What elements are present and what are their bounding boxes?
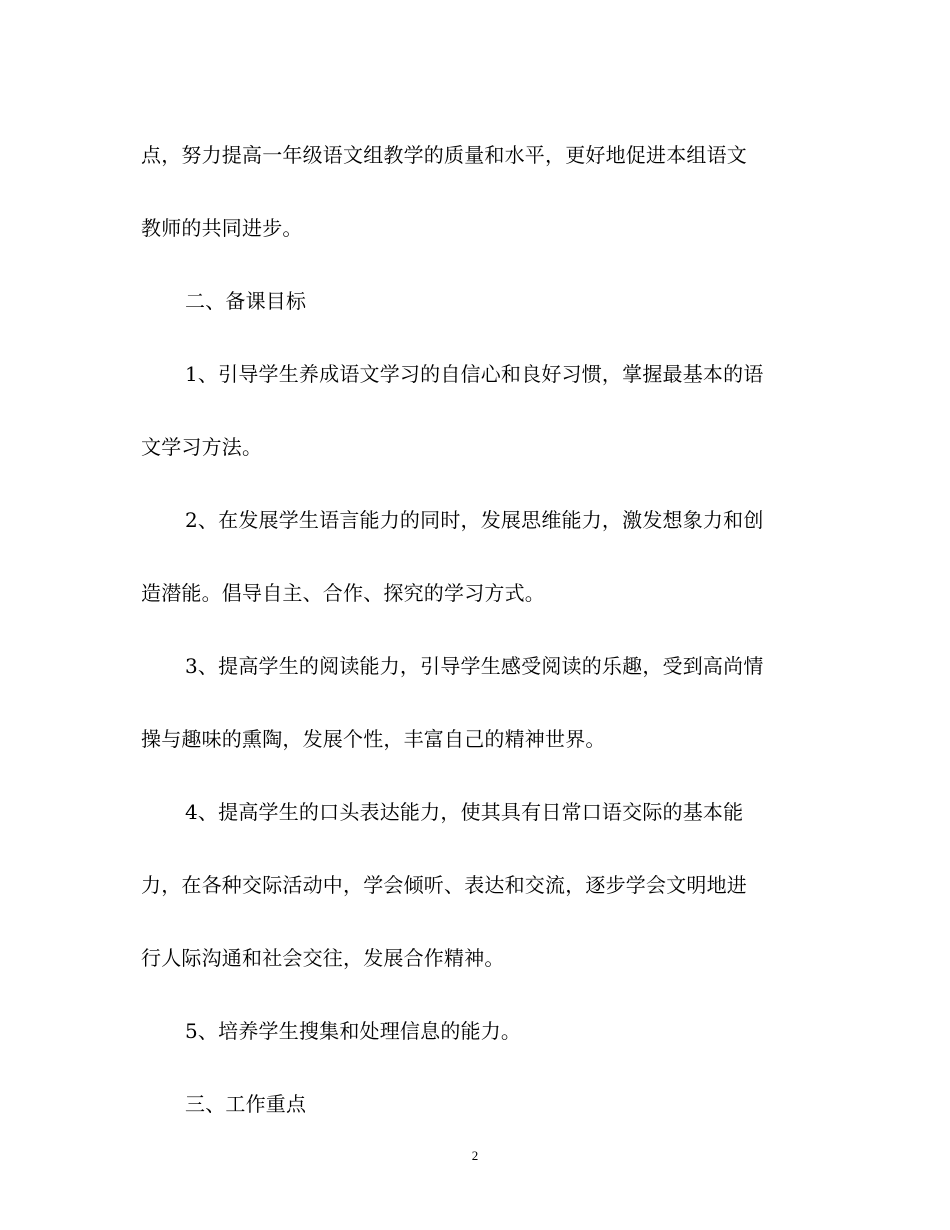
body-text-line: 教师的共同进步。 [141,216,303,240]
list-item-text-line: 造潜能。倡导自主、合作、探究的学习方式。 [141,581,545,605]
section-heading: 二、备课目标 [185,289,307,313]
list-item-text-line: 力，在各种交际活动中，学会倾听、表达和交流，逐步学会文明地进 [141,873,747,897]
list-item-text-line: 1、引导学生养成语文学习的自信心和良好习惯，掌握最基本的语 [185,362,764,386]
document-body [141,119,811,1141]
page-number: 2 [471,1148,479,1163]
list-item-text-line: 文学习方法。 [141,435,263,459]
list-item-text-line: 2、在发展学生语言能力的同时，发展思维能力，激发想象力和创 [185,508,764,532]
list-item-text-line: 4、提高学生的口头表达能力，使其具有日常口语交际的基本能 [185,800,744,824]
body-text-line: 点，努力提高一年级语文组教学的质量和水平，更好地促进本组语文 [141,143,747,167]
section-heading: 三、工作重点 [185,1092,307,1116]
list-item-text-line: 操与趣味的熏陶，发展个性，丰富自己的精神世界。 [141,727,606,751]
list-item-text-line: 5、培养学生搜集和处理信息的能力。 [185,1019,522,1043]
list-item-text-line: 行人际沟通和社会交往，发展合作精神。 [141,946,505,970]
list-item-text-line: 3、提高学生的阅读能力，引导学生感受阅读的乐趣，受到高尚情 [185,654,764,678]
